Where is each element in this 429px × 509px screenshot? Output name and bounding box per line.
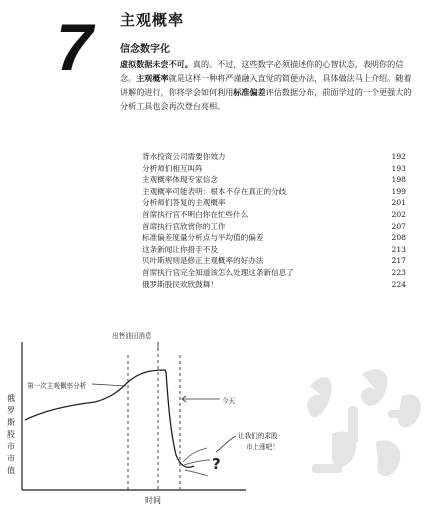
- toc-entry-page: 224: [391, 279, 406, 289]
- chapter-title: 主观概率: [120, 11, 185, 29]
- toc-entry-title: 这条新闻让你措手不及: [142, 244, 218, 254]
- toc-entry-page: 217: [391, 256, 406, 266]
- y-axis-label: 俄罗斯股市市值: [7, 394, 15, 475]
- toc-entry-page: 208: [391, 233, 406, 243]
- intro-emphasis: 主观概率: [136, 73, 169, 83]
- toc-entry-page: 207: [391, 221, 406, 231]
- toc-entry-title: 主观概率可能表明：根本不存在真正的分歧: [142, 186, 287, 196]
- good-news-annotation-line2: 市上涨吧！: [246, 443, 279, 451]
- toc-entry-title: 标准偏差度量分析点与平均值的偏差: [142, 233, 264, 243]
- toc-entry-page: 201: [391, 198, 406, 208]
- intro-text: 就是这样一种将严谨融入直觉的简便办法，具体做法马上介绍。随着讲解的进行，你将学会如何利用: [120, 73, 412, 97]
- toc-entry-title: 俄罗斯股民欢欣鼓舞！: [142, 279, 218, 289]
- question-mark: ?: [212, 455, 221, 473]
- toc-entry-title: 分析师们答复的主观概率: [142, 198, 226, 208]
- decorative-seal-stamp: [292, 346, 429, 496]
- projection-flat: [184, 460, 210, 465]
- toc-entry-page: 223: [391, 267, 406, 277]
- toc-entry-title: 分析师们相互叫阵: [142, 163, 203, 173]
- good-news-annotation-line1: 让我们的求股: [238, 432, 278, 440]
- toc-entry-page: 193: [391, 163, 406, 173]
- intro-text: 评估数据分布，前面学过的一个更强大的分析工具也会再次登台亮相。: [120, 87, 412, 111]
- today-annotation: 今天: [222, 397, 236, 405]
- first-estimate-pointer: [92, 384, 126, 386]
- toc-entry-title: 背水投资公司需要你效力: [142, 152, 226, 161]
- projection-down: [185, 470, 208, 476]
- oil-sale-annotation: 出售油田消息: [112, 332, 152, 340]
- good-news-pointer: [216, 436, 236, 452]
- toc-entry-page: 192: [391, 152, 406, 161]
- toc-entry-page: 199: [391, 186, 406, 196]
- toc-entry-title: 首席执行官欣赏你的工作: [142, 221, 226, 231]
- first-estimate-annotation: 第一次主观概率分析: [27, 382, 87, 390]
- x-axis-label: 时间: [145, 496, 161, 505]
- projection-up: [183, 448, 207, 462]
- toc-entry-title: 首席执行官完全知道该怎么处理这条新信息了: [142, 267, 294, 277]
- intro-emphasis: 标准偏差: [233, 87, 266, 97]
- toc-entry-page: 198: [391, 175, 406, 185]
- toc-entry-page: 213: [391, 244, 406, 254]
- toc-entry-title: 主观概率体现专家信念: [142, 175, 218, 185]
- toc-entry-title: 贝叶斯规则是修正主观概率的好办法: [142, 256, 264, 266]
- toc-entry-page: 202: [391, 209, 406, 219]
- toc-entry-title: 首席执行官不明白你在忙些什么: [142, 209, 249, 219]
- intro-text: 真的。不过，这些数字必须描述你的心智状态，表明你的信念。: [120, 59, 404, 83]
- chapter-number: 7: [56, 10, 93, 84]
- intro-emphasis: 虚拟数据未尝不可。: [120, 59, 193, 69]
- chapter-subtitle: 信念数字化: [120, 44, 170, 55]
